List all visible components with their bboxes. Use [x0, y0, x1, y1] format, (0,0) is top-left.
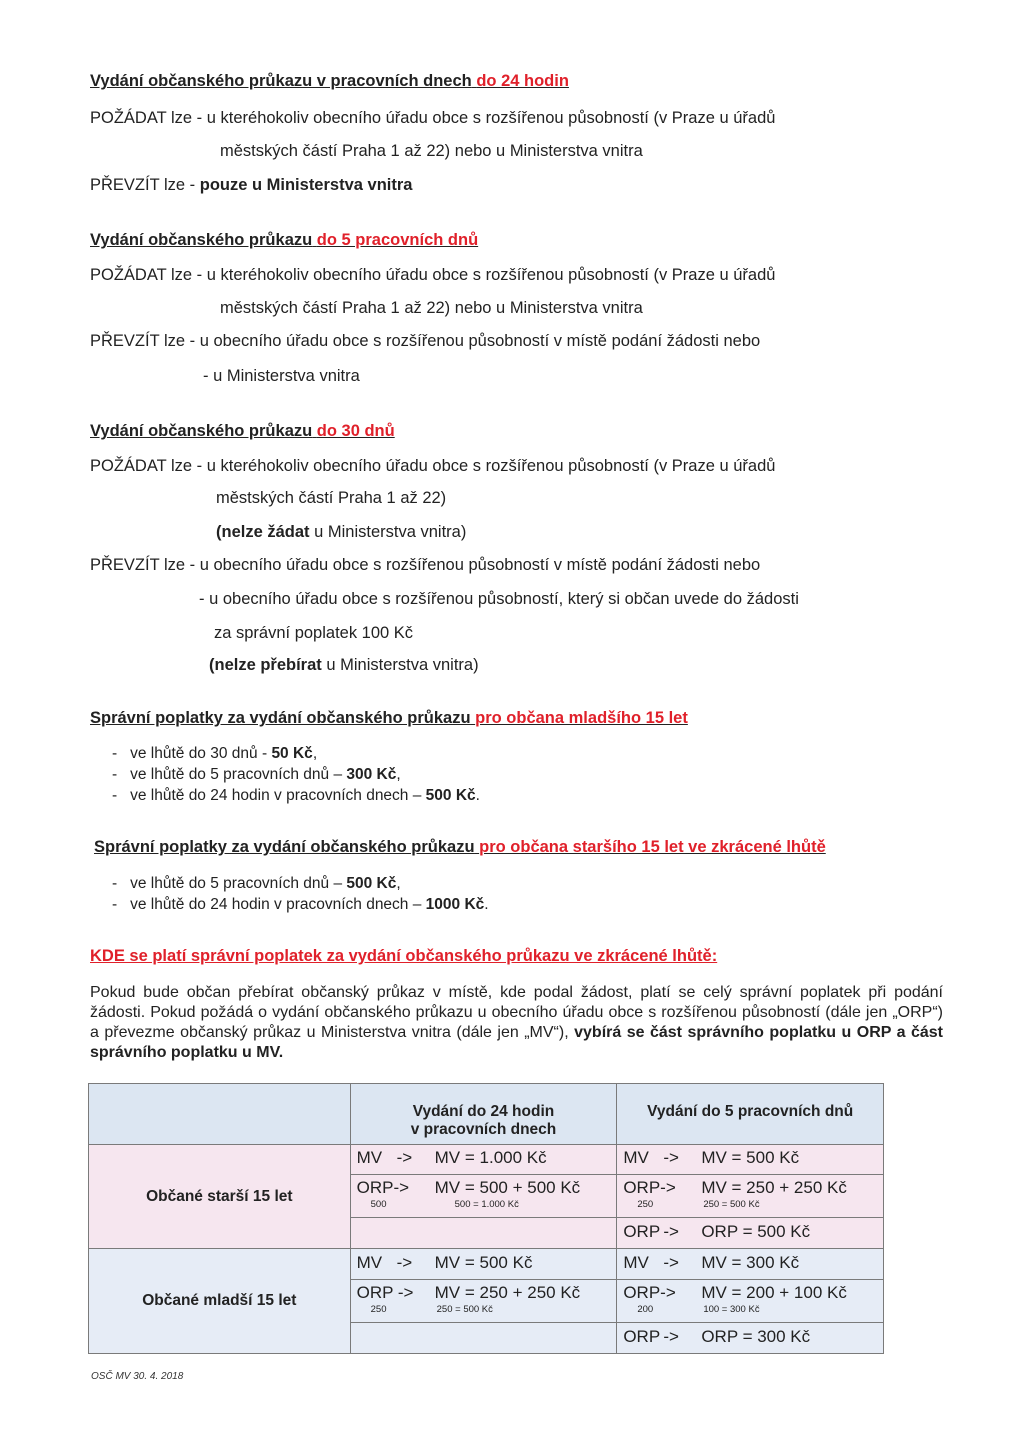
footer-note: OSČ MV 30. 4. 2018: [91, 1371, 184, 1382]
fees-old-heading: [94, 838, 826, 857]
where-paragraph: [90, 983, 943, 1063]
cell-sub-value: 250 = 500 Kč: [703, 1199, 760, 1210]
where-heading: KDE se platí správní poplatek za vydání občanského průkazu ve zkrácené lhůtě:: [90, 947, 718, 965]
pickup-text: u obecního úřadu obce s rozšířenou působností v místě podání žádosti nebo: [199, 332, 761, 350]
request-text: u kteréhokoliv obecního úřadu obce s rozšířenou působností (v Praze u úřadů: [206, 109, 776, 127]
request-text: u kteréhokoliv obecního úřadu obce s rozšířenou působností (v Praze u úřadů: [206, 457, 776, 475]
fee-split-table: [88, 1083, 884, 1354]
cell-from: ORP: [623, 1222, 661, 1241]
table-cell: [617, 1218, 884, 1249]
cell-sub-from: 250: [637, 1199, 654, 1210]
pickup-label: PŘEVZÍT lze -: [90, 332, 196, 350]
fee-text: ve lhůtě do 30 dnů -: [130, 745, 268, 762]
heading-deadline: do 24 hodin: [476, 72, 569, 90]
cell-value: MV = 300 Kč: [701, 1253, 800, 1272]
arrow-icon: ->: [663, 1327, 679, 1346]
request-label: POŽÁDAT lze -: [90, 457, 203, 475]
header-24h: [350, 1084, 617, 1145]
request-continuation: městských částí Praha 1 až 22): [216, 489, 447, 507]
fee-text: ve lhůtě do 5 pracovních dnů –: [130, 766, 343, 783]
request-continuation: městských částí Praha 1 až 22) nebo u Ministerstva vnitra: [220, 299, 643, 317]
cell-sub-from: 250: [370, 1304, 387, 1315]
pickup-line: [90, 332, 760, 351]
note-bold: (nelze žádat: [216, 523, 310, 541]
cell-value: MV = 250 + 250 Kč: [434, 1283, 581, 1302]
section-heading-5d: [90, 231, 478, 250]
row-label-older: Občané starší 15 let: [89, 1145, 351, 1249]
heading-text: Správní poplatky za vydání občanského průkazu: [90, 709, 471, 727]
fee-text: ve lhůtě do 5 pracovních dnů –: [130, 875, 343, 892]
request-line: [90, 457, 775, 476]
cell-value: ORP = 500 Kč: [701, 1222, 811, 1241]
table-cell: [350, 1145, 617, 1175]
cell-from: MV: [623, 1148, 649, 1167]
cell-from: ORP: [623, 1327, 661, 1346]
table-header-row: [89, 1084, 884, 1145]
pickup-continuation: - u Ministerstva vnitra: [203, 367, 360, 385]
section-heading-24h: [90, 72, 569, 91]
fee-end: ,: [396, 875, 401, 892]
arrow-icon: ->: [663, 1222, 679, 1241]
heading-text: Vydání občanského průkazu: [90, 231, 313, 249]
table-cell: [617, 1323, 884, 1354]
header-5d: [617, 1084, 884, 1145]
fee-end: ,: [312, 745, 318, 762]
fee-item: - ve lhůtě do 5 pracovních dnů – 300 Kč,: [112, 766, 401, 783]
cell-from: MV: [356, 1148, 383, 1167]
table-cell: [617, 1280, 884, 1323]
fee-text: ve lhůtě do 24 hodin v pracovních dnech –: [130, 896, 422, 913]
heading-target: pro občana mladšího 15 let: [475, 709, 688, 727]
note-rest: u Ministerstva vnitra): [314, 523, 467, 541]
cell-value: MV = 500 Kč: [701, 1148, 800, 1167]
heading-text: Vydání občanského průkazu v pracovních dnech: [90, 72, 472, 90]
cell-value: MV = 1.000 Kč: [434, 1148, 547, 1167]
row-label-younger: Občané mladší 15 let: [89, 1249, 351, 1354]
table-cell: [350, 1249, 617, 1280]
table-cell: [350, 1280, 617, 1323]
cell-value: ORP = 300 Kč: [701, 1327, 811, 1346]
note-bold: (nelze přebírat: [209, 656, 322, 674]
request-line: [90, 266, 775, 285]
table-row: [89, 1249, 884, 1280]
header-line-2: v pracovních dnech: [410, 1121, 557, 1138]
request-line: [90, 109, 775, 128]
arrow-icon: ->: [663, 1148, 679, 1167]
header-empty: [89, 1084, 351, 1145]
pickup-line: [90, 176, 412, 195]
fees-young-heading: [90, 709, 688, 728]
paragraph-bold: vybírá se část správního poplatku u ORP a část správního poplatku u MV.: [90, 1024, 943, 1061]
cell-sub-value: 500 = 1.000 Kč: [454, 1199, 519, 1210]
cell-value: MV = 200 + 100 Kč: [701, 1283, 847, 1302]
fee-item: - ve lhůtě do 24 hodin v pracovních dnech – 1000 Kč.: [112, 896, 489, 913]
table-cell-empty: [350, 1218, 617, 1249]
cell-value: MV = 500 + 500 Kč: [434, 1178, 581, 1197]
arrow-icon: ->: [396, 1253, 413, 1272]
table-cell: [617, 1145, 884, 1175]
fee-end: .: [484, 896, 489, 913]
heading-text: Správní poplatky za vydání občanského průkazu: [94, 838, 475, 856]
fee-end: .: [475, 787, 480, 804]
fee-amount: 50 Kč: [271, 745, 313, 762]
table-cell: [350, 1175, 617, 1218]
cell-value: MV = 250 + 250 Kč: [701, 1178, 847, 1197]
pickup-text: pouze u Ministerstva vnitra: [199, 176, 413, 194]
request-note: [216, 523, 466, 542]
request-label: POŽÁDAT lze -: [90, 266, 203, 284]
cell-value: MV = 500 Kč: [434, 1253, 533, 1272]
fee-amount: 300 Kč: [346, 766, 397, 783]
header-text: Vydání do 5 pracovních dnů: [647, 1103, 854, 1120]
fee-amount: 1000 Kč: [425, 896, 485, 913]
pickup-continuation-2: za správní poplatek 100 Kč: [214, 624, 414, 642]
cell-from: ORP->: [623, 1283, 676, 1302]
cell-sub-value: 250 = 500 Kč: [436, 1304, 493, 1315]
table-row: [89, 1145, 884, 1175]
heading-deadline: do 5 pracovních dnů: [316, 231, 479, 249]
note-rest: u Ministerstva vnitra): [326, 656, 479, 674]
pickup-continuation: - u obecního úřadu obce s rozšířenou působností, který si občan uvede do žádosti: [199, 590, 799, 608]
heading-text: Vydání občanského průkazu: [90, 422, 313, 440]
cell-from: ORP ->: [356, 1283, 414, 1302]
cell-from: ORP->: [356, 1178, 410, 1197]
fee-end: ,: [396, 766, 401, 783]
header-line-1: Vydání do 24 hodin: [412, 1103, 555, 1120]
cell-from: ORP->: [623, 1178, 676, 1197]
table-cell-empty: [350, 1323, 617, 1354]
arrow-icon: ->: [663, 1253, 679, 1272]
fee-amount: 500 Kč: [425, 787, 476, 804]
pickup-text: u obecního úřadu obce s rozšířenou působností v místě podání žádosti nebo: [199, 556, 761, 574]
request-text: u kteréhokoliv obecního úřadu obce s rozšířenou působností (v Praze u úřadů: [206, 266, 776, 284]
cell-sub-from: 200: [637, 1304, 654, 1315]
table-cell: [617, 1249, 884, 1280]
fee-text: ve lhůtě do 24 hodin v pracovních dnech –: [130, 787, 422, 804]
cell-from: MV: [356, 1253, 383, 1272]
fee-item: - ve lhůtě do 5 pracovních dnů – 500 Kč,: [112, 875, 401, 892]
pickup-label: PŘEVZÍT lze -: [90, 176, 196, 194]
table-cell: [617, 1175, 884, 1218]
paragraph-text: Pokud bude občan přebírat občanský průkaz v místě, kde podal žádost, platí se celý správní poplatek při podání žádosti. Pokud požádá o vydání občanského průkazu u obecního úřadu obce s rozšířenou působností (dále jen „ORP“) a převezme občanský průkaz u Ministerstva vnitra (dále jen „MV“),: [90, 984, 943, 1041]
heading-deadline: do 30 dnů: [316, 422, 395, 440]
pickup-line: [90, 556, 760, 575]
request-label: POŽÁDAT lze -: [90, 109, 203, 127]
cell-from: MV: [623, 1253, 649, 1272]
fee-item: - ve lhůtě do 30 dnů - 50 Kč,: [112, 745, 318, 762]
arrow-icon: ->: [396, 1148, 413, 1167]
request-continuation: městských částí Praha 1 až 22) nebo u Ministerstva vnitra: [220, 142, 643, 160]
fee-item: - ve lhůtě do 24 hodin v pracovních dnech – 500 Kč.: [112, 787, 480, 804]
heading-target: pro občana staršího 15 let ve zkrácené lhůtě: [479, 838, 826, 856]
pickup-note: [209, 656, 479, 675]
fee-amount: 500 Kč: [346, 875, 397, 892]
cell-sub-value: 100 = 300 Kč: [703, 1304, 760, 1315]
cell-sub-from: 500: [370, 1199, 387, 1210]
pickup-label: PŘEVZÍT lze -: [90, 556, 196, 574]
section-heading-30d: [90, 422, 395, 441]
